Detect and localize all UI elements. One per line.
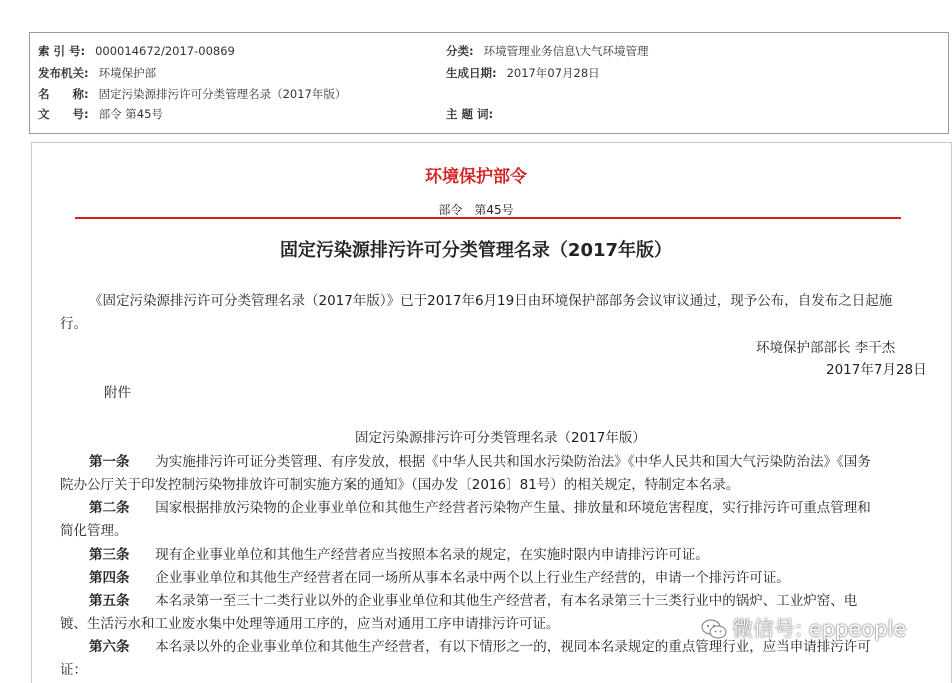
article-6-label: 第六条	[89, 639, 130, 655]
article-2-label: 第二条	[89, 500, 130, 516]
article-3-line-1	[89, 545, 709, 565]
intro-line-2: 行。	[60, 316, 87, 332]
article-2-text: 国家根据排放污染物的企业事业单位和其他生产经营者污染物产生量、排放量和环境危害程度，实行排污许可重点管理和	[155, 500, 871, 516]
name-label: 名 称:	[38, 87, 89, 101]
article-5-label: 第五条	[89, 593, 130, 609]
issuer-value: 环境保护部	[98, 66, 157, 80]
watermark	[700, 613, 906, 643]
order-title: 环境保护部令	[425, 167, 527, 187]
issuer-label: 发布机关:	[38, 66, 89, 80]
name-row	[38, 87, 346, 101]
date-label: 生成日期:	[446, 66, 497, 80]
article-4-text: 企业事业单位和其他生产经营者在同一场所从事本名录中两个以上行业生产经营的，申请一个排污许可证。	[155, 570, 790, 586]
docno-value: 部令 第45号	[98, 107, 163, 121]
order-number: 部令 第45号	[438, 203, 514, 217]
category-value: 环境管理业务信息\大气环境管理	[483, 44, 649, 58]
red-divider	[75, 217, 901, 219]
date-value: 2017年07月28日	[506, 66, 600, 80]
article-2-line-2: 简化管理。	[60, 523, 128, 539]
subject-row	[446, 107, 493, 121]
article-3-label: 第三条	[89, 547, 130, 563]
category-label: 分类:	[446, 44, 474, 58]
article-3-text: 现有企业事业单位和其他生产经营者应当按照本名录的规定，在实施时限内申请排污许可证。	[155, 547, 709, 563]
subject-label: 主 题 词:	[446, 107, 494, 121]
date-row	[446, 66, 600, 80]
index-label: 索 引 号:	[38, 44, 86, 58]
issuer-row	[38, 66, 156, 80]
docno-row	[38, 107, 163, 121]
article-6-line-2: 证：	[60, 662, 87, 678]
article-5-text: 本名录第一至三十二类行业以外的企业事业单位和其他生产经营者，有本名录第三十三类行业中的锅炉、工业炉窑、电	[155, 593, 858, 609]
article-1-text: 为实施排污许可证分类管理、有序发放，根据《中华人民共和国水污染防治法》《中华人民共和国大气污染防治法》《国务	[155, 454, 871, 470]
watermark-text: 微信号: eppeople	[732, 617, 907, 641]
document-heading: 固定污染源排污许可分类管理名录（2017年版）	[279, 240, 673, 261]
article-2-line-1	[89, 498, 871, 518]
article-4-line-1	[89, 568, 790, 588]
article-6-text: 本名录以外的企业事业单位和其他生产经营者，有以下情形之一的，视同本名录规定的重点管理行业，应当申请排污许可	[155, 639, 871, 655]
metadata-panel	[29, 32, 949, 134]
category-row	[446, 44, 648, 58]
attachment-title: 固定污染源排污许可分类管理名录（2017年版）	[355, 430, 646, 446]
intro-line-1: 《固定污染源排污许可分类管理名录（2017年版）》已于2017年6月19日由环境保护部部务会议审议通过，现予公布，自发布之日起施	[89, 293, 893, 309]
name-value: 固定污染源排污许可分类管理名录（2017年版）	[98, 87, 347, 101]
article-1-line-2: 院办公厅关于印发控制污染物排放许可制实施方案的通知》（国办发〔2016〕81号）的相关规定，特制定本名录。	[60, 477, 740, 493]
article-1-line-1	[89, 452, 871, 472]
index-value: 000014672/2017-00869	[95, 44, 235, 58]
index-row	[38, 44, 235, 58]
article-5-line-2: 镀、生活污水和工业废水集中处理等通用工序的，应当对通用工序申请排污许可证。	[60, 616, 560, 632]
docno-label: 文 号:	[38, 107, 89, 121]
signature: 环境保护部部长 李干杰	[756, 340, 896, 356]
article-4-label: 第四条	[89, 570, 130, 586]
article-5-line-1	[89, 591, 857, 611]
attachment-label: 附件	[104, 385, 131, 401]
wechat-icon	[700, 618, 728, 640]
sign-date: 2017年7月28日	[826, 362, 927, 378]
article-1-label: 第一条	[89, 454, 130, 470]
